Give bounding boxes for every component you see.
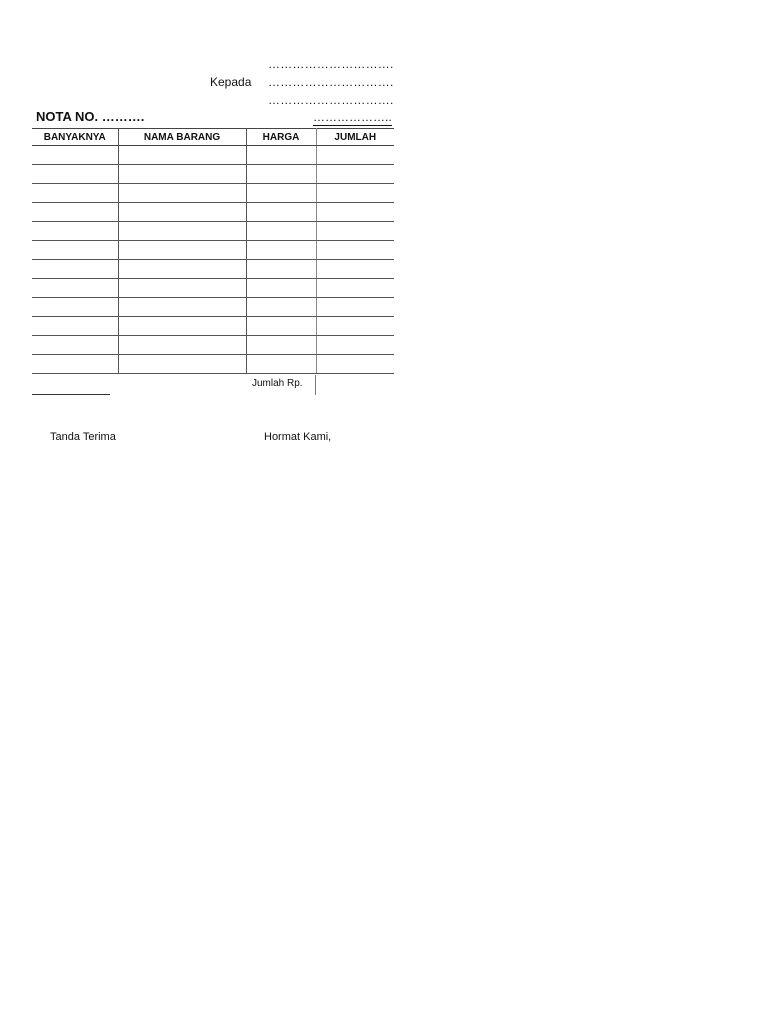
table-cell[interactable]: [118, 146, 246, 165]
table-cell[interactable]: [246, 165, 316, 184]
nota-label: NOTA NO.: [36, 109, 99, 124]
table-cell[interactable]: [118, 222, 246, 241]
invoice-table: [32, 128, 394, 374]
table-cell[interactable]: [32, 260, 118, 279]
table-cell[interactable]: [32, 336, 118, 355]
table-cell[interactable]: [118, 298, 246, 317]
table-cell[interactable]: [32, 298, 118, 317]
table-row: [32, 355, 394, 374]
table-cell[interactable]: [316, 260, 394, 279]
nota-title: [36, 109, 144, 124]
table-cell[interactable]: [316, 279, 394, 298]
table-cell[interactable]: [246, 203, 316, 222]
nota-number: ……….: [101, 109, 145, 124]
hormat-kami-label: Hormat Kami,: [264, 431, 332, 443]
kepada-label: Kepada: [210, 75, 252, 89]
invoice-table-container: [32, 128, 394, 374]
recipient-line-1: ………………………….: [268, 57, 394, 71]
table-cell[interactable]: [246, 279, 316, 298]
table-cell[interactable]: [246, 184, 316, 203]
table-cell[interactable]: [316, 184, 394, 203]
table-row: [32, 146, 394, 165]
header-jumlah: JUMLAH: [316, 129, 394, 146]
table-cell[interactable]: [246, 260, 316, 279]
table-cell[interactable]: [32, 222, 118, 241]
table-cell[interactable]: [246, 336, 316, 355]
recipient-line-2: ………………………….: [268, 75, 394, 89]
date-line: ………………..: [313, 110, 392, 124]
table-cell[interactable]: [316, 241, 394, 260]
table-cell[interactable]: [32, 184, 118, 203]
table-cell[interactable]: [316, 355, 394, 374]
table-cell[interactable]: [32, 241, 118, 260]
total-label: Jumlah Rp.: [252, 378, 303, 389]
table-row: [32, 184, 394, 203]
table-row: [32, 241, 394, 260]
table-row: [32, 317, 394, 336]
header-nama-barang: NAMA BARANG: [118, 129, 246, 146]
table-cell[interactable]: [118, 355, 246, 374]
table-cell[interactable]: [316, 298, 394, 317]
table-cell[interactable]: [246, 298, 316, 317]
table-body: [32, 146, 394, 374]
table-cell[interactable]: [118, 260, 246, 279]
header-harga: HARGA: [246, 129, 316, 146]
tanda-terima-label: Tanda Terima: [50, 431, 116, 443]
table-row: [32, 298, 394, 317]
table-cell[interactable]: [246, 355, 316, 374]
table-cell[interactable]: [246, 241, 316, 260]
table-header-row: [32, 129, 394, 146]
table-row: [32, 165, 394, 184]
table-cell[interactable]: [316, 146, 394, 165]
table-row: [32, 222, 394, 241]
table-cell[interactable]: [316, 203, 394, 222]
table-cell[interactable]: [316, 165, 394, 184]
table-row: [32, 336, 394, 355]
table-cell[interactable]: [32, 203, 118, 222]
header-banyaknya: BANYAKNYA: [32, 129, 118, 146]
table-cell[interactable]: [32, 355, 118, 374]
table-cell[interactable]: [316, 222, 394, 241]
table-cell[interactable]: [246, 222, 316, 241]
recipient-line-3: ………………………….: [268, 93, 394, 107]
table-row: [32, 279, 394, 298]
table-row: [32, 203, 394, 222]
table-cell[interactable]: [32, 165, 118, 184]
table-cell[interactable]: [118, 203, 246, 222]
table-cell[interactable]: [32, 146, 118, 165]
table-cell[interactable]: [32, 279, 118, 298]
table-cell[interactable]: [118, 279, 246, 298]
table-cell[interactable]: [118, 336, 246, 355]
table-cell[interactable]: [316, 317, 394, 336]
table-cell[interactable]: [246, 146, 316, 165]
table-cell[interactable]: [246, 317, 316, 336]
table-cell[interactable]: [118, 165, 246, 184]
signature-line: [32, 394, 110, 395]
table-cell[interactable]: [118, 241, 246, 260]
table-cell[interactable]: [118, 317, 246, 336]
table-cell[interactable]: [32, 317, 118, 336]
table-row: [32, 260, 394, 279]
table-cell[interactable]: [316, 336, 394, 355]
table-cell[interactable]: [118, 184, 246, 203]
total-divider: [315, 375, 316, 395]
